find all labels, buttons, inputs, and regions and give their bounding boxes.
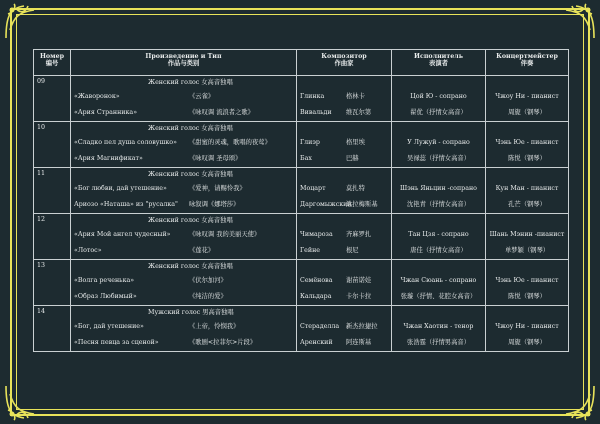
performer-zh: 唐佳（抒情女高音） [410, 247, 467, 255]
work-title-zh: 《甜蜜的灵魂，歌唱的夜莺》 [189, 139, 271, 147]
table-row [34, 168, 569, 214]
cell-work [71, 260, 297, 306]
work-title-zh: 《莲花》 [189, 247, 215, 255]
cell-performer [392, 76, 486, 122]
work-title-zh: 《云雀》 [189, 93, 215, 101]
cell-work [71, 306, 297, 352]
work-title-ru: «Сладко пел душа соловушко» [74, 139, 177, 147]
header-number: Номер 编号 [34, 50, 71, 76]
cell-composer [297, 260, 392, 306]
composer-ru: Гейне [300, 247, 321, 255]
voice-type: Женский голос 女高音独唱 [148, 125, 233, 133]
composer-zh: 莫扎特 [346, 185, 365, 193]
corner-ornament-icon [4, 2, 42, 40]
accompanist-ru: Чжоу Ни - пианист [495, 323, 559, 331]
accompanist-ru: Чжоу Ни - пианист [495, 93, 559, 101]
composer-zh: 格林卡 [346, 93, 365, 101]
header-composer: Композитор 作曲家 [297, 50, 392, 76]
composer-ru: Семёнова [300, 277, 333, 285]
composer-ru: Кальдара [300, 293, 332, 301]
composer-zh: 齐麻罗扎 [346, 231, 372, 239]
accompanist-ru: Чэнь Юе - пианист [495, 277, 559, 285]
work-title-zh: 《上帝，怜悯我》 [189, 323, 240, 331]
cell-accompanist [486, 214, 569, 260]
performer-ru: Цой Ю - сопрано [410, 93, 467, 101]
cell-number: 14 [34, 306, 71, 352]
voice-type: Женский голос 女高音独唱 [148, 217, 233, 225]
program-table-wrapper [33, 49, 568, 377]
cell-work [71, 76, 297, 122]
program-table [33, 49, 569, 352]
corner-ornament-icon [558, 2, 596, 40]
corner-ornament-icon [558, 384, 596, 422]
cell-composer [297, 214, 392, 260]
performer-ru: У Лужуй - сопрано [407, 139, 470, 147]
cell-composer [297, 122, 392, 168]
cell-performer [392, 214, 486, 260]
work-title-zh: 《伏尔加河》 [189, 277, 227, 285]
cell-composer [297, 168, 392, 214]
cell-number: 10 [34, 122, 71, 168]
composer-ru: Глиэр [300, 139, 320, 147]
cell-accompanist [486, 260, 569, 306]
cell-performer [392, 168, 486, 214]
cell-performer [392, 306, 486, 352]
cell-work [71, 168, 297, 214]
work-title-ru: «Бог, дай утешение» [74, 323, 144, 331]
header-performer: Исполнитель 表演者 [392, 50, 486, 76]
table-row [34, 306, 569, 352]
performer-zh: 沈艳青（抒情女高音） [407, 201, 470, 209]
composer-ru: Глинка [300, 93, 325, 101]
composer-zh: 巴赫 [346, 155, 359, 163]
work-title-zh: 《爱神，请赐怜我》 [189, 185, 246, 193]
table-row [34, 214, 569, 260]
cell-accompanist [486, 306, 569, 352]
cell-composer [297, 76, 392, 122]
header-work: Произведение и Тип 作品与类别 [71, 50, 297, 76]
work-title-zh: 《咏叹调 圣母颂》 [189, 155, 242, 163]
composer-ru: Стераделла [300, 323, 340, 331]
composer-zh: 新杰拉捷拉 [346, 323, 378, 331]
voice-type: Женский голос 女高音独唱 [148, 79, 233, 87]
cell-number: 13 [34, 260, 71, 306]
composer-zh: 谢苗诺娃 [346, 277, 372, 285]
cell-work [71, 214, 297, 260]
cell-accompanist [486, 168, 569, 214]
performer-ru: Чжан Хаотин - тенор [403, 323, 474, 331]
composer-ru: Бах [300, 155, 312, 163]
accompanist-zh: 陈悦（钢琴） [508, 293, 546, 301]
accompanist-zh: 周旎（钢琴） [508, 109, 546, 117]
composer-ru: Даргомыжский [300, 201, 352, 209]
work-title-zh: 《歌剧<拉菲尔>片段》 [189, 339, 257, 347]
cell-performer [392, 122, 486, 168]
accompanist-zh: 单梦颖（钢琴） [504, 247, 550, 255]
voice-type: Женский голос 女高音独唱 [148, 263, 233, 271]
composer-zh: 阿连斯基 [346, 339, 372, 347]
performer-zh: 翟优（抒情女高音） [410, 109, 467, 117]
table-row [34, 122, 569, 168]
table-header-row [34, 50, 569, 76]
table-row [34, 260, 569, 306]
performer-zh: 吴禄蕊（抒情女高音） [407, 155, 470, 163]
cell-work [71, 122, 297, 168]
work-title-ru: «Ария Магнификат» [74, 155, 143, 163]
accompanist-ru: Чэнь Юе - пианист [495, 139, 559, 147]
performer-ru: Тан Цзя - сопрано [408, 231, 469, 239]
accompanist-zh: 陈悦（钢琴） [508, 155, 546, 163]
composer-ru: Аренский [300, 339, 333, 347]
cell-composer [297, 306, 392, 352]
accompanist-zh: 周旎（钢琴） [508, 339, 546, 347]
cell-performer [392, 260, 486, 306]
table-row [34, 76, 569, 122]
work-title-ru: «Песня певца за сценой» [74, 339, 159, 347]
work-title-zh: 《咏叹调 我的美丽天使》 [189, 231, 261, 239]
voice-type: Женский голос 女高音独唱 [148, 171, 233, 179]
composer-ru: Моцарт [300, 185, 326, 193]
accompanist-zh: 孔芒（钢琴） [508, 201, 546, 209]
work-title-ru: «Ария Странника» [74, 109, 138, 117]
composer-zh: 根尼 [346, 247, 359, 255]
work-title-zh: 《纯洁的爱》 [189, 293, 227, 301]
composer-ru: Вивальди [300, 109, 332, 117]
composer-zh: 卡尔卡拉 [346, 293, 372, 301]
work-title-ru: «Лотос» [74, 247, 102, 255]
work-title-ru: «Жаворонок» [74, 93, 120, 101]
cell-accompanist [486, 76, 569, 122]
cell-number: 09 [34, 76, 71, 122]
composer-zh: 格里埃 [346, 139, 365, 147]
composer-ru: Чимароза [300, 231, 333, 239]
work-title-ru: «Волга реченька» [74, 277, 135, 285]
composer-zh: 维瓦尔第 [346, 109, 372, 117]
composer-zh: 达拉梅斯基 [346, 201, 378, 209]
work-title-zh: 咏叙调《娜塔莎》 [189, 201, 240, 209]
corner-ornament-icon [4, 384, 42, 422]
accompanist-ru: Кун Ман - пианист [495, 185, 559, 193]
performer-ru: Чжан Сюань - сопрано [400, 277, 477, 285]
work-title-zh: 《咏叹调 流浪者之歌》 [189, 109, 254, 117]
accompanist-ru: Шань Мэнин -пианист [489, 231, 565, 239]
cell-accompanist [486, 122, 569, 168]
cell-number: 11 [34, 168, 71, 214]
performer-ru: Шэнь Яньцин -сопрано [400, 185, 477, 193]
work-title-ru: «Образ Любимый» [74, 293, 137, 301]
work-title-ru: «Бог любви, дай утешение» [74, 185, 167, 193]
header-accompanist: Концертмейстер 伴奏 [486, 50, 569, 76]
work-title-ru: Ариозо «Наташа» из "русалка" [74, 201, 178, 209]
performer-zh: 张浩霆（抒情男高音） [407, 339, 470, 347]
performer-zh: 张璇（抒情、花腔女高音） [400, 293, 477, 301]
voice-type: Мужский голос 男高音独唱 [148, 309, 234, 317]
cell-number: 12 [34, 214, 71, 260]
work-title-ru: «Ария Мой ангел чудесный» [74, 231, 171, 239]
